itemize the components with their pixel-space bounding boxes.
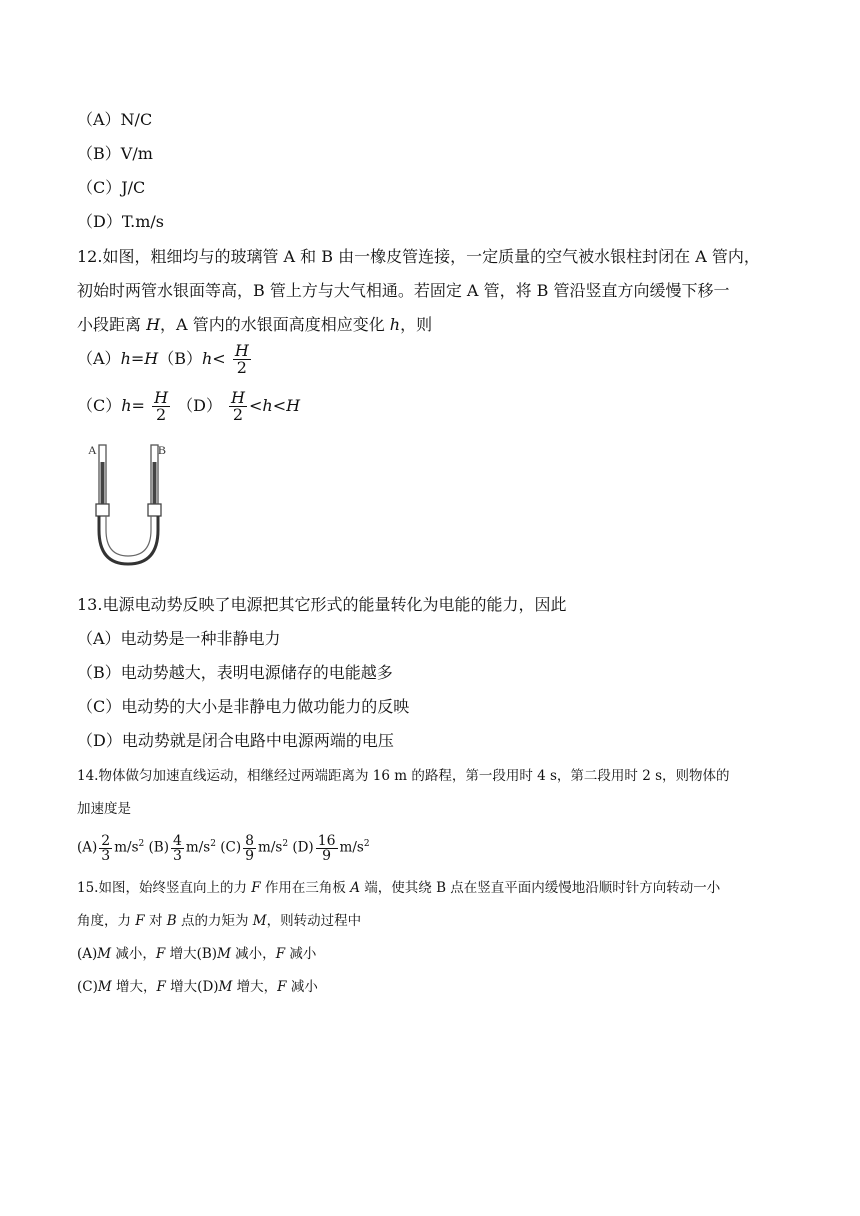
q13-option-a: （A）电动势是一种非静电力 [77,629,281,648]
q13-stem: 13.电源电动势反映了电源把其它形式的能量转化为电能的能力，因此 [77,595,567,614]
q13-option-b: （B）电动势越大，表明电源储存的电能越多 [77,663,393,682]
q15-stem-line1: 15.如图，始终竖直向上的力 F 作用在三角板 A 端，使其绕 B 点在竖直平面内缓慢地沿顺时针方向转动一小 [77,880,721,896]
q12-stem-line1: 12.如图，粗细均与的玻璃管 A 和 B 由一橡皮管连接，一定质量的空气被水银柱封闭在 A 管内， [77,247,760,266]
q15-stem-line2: 角度，力 F 对 B 点的力矩为 M，则转动过程中 [77,913,362,929]
q15-options-ab: (A)M 减小，F 增大(B)M 减小，F 减小 [77,946,317,962]
fraction-h-over-2: $\frac{H}{2}$ [234,341,249,377]
q13-option-d: （D）电动势就是闭合电路中电源两端的电压 [77,731,394,750]
u-tube-figure [86,440,186,575]
q14-stem-line1: 14.物体做匀加速直线运动，相继经过两端距离为 16 m 的路程，第一段用时 4 s，第二段用时 2 s，则物体的 [77,768,730,784]
q12-stem-line2: 初始时两管水银面等高，B 管上方与大气相通。若固定 A 管，将 B 管沿竖直方向缓慢下移一 [77,281,730,300]
q12-stem-line3: 小段距离 H，A 管内的水银面高度相应变化 h，则 [77,315,433,334]
q14-options: (A) $\frac{2}{3}$ $m/s^2$ (B) $\frac{4}{3}$ $m/s^2$ (C) $\frac{8}{9}$ $m/s^2$ (D) $\frac{16}{9}$ $m/s^2$ [77,832,370,864]
q14-stem-line2: 加速度是 [77,801,131,817]
figure-label-a: A [88,443,97,457]
q11-option-b: （B）V/m [77,144,153,163]
q11-option-a: （A）N/C [77,110,153,129]
fraction-h-over-2: $\frac{H}{2}$ [231,388,245,424]
q13-option-c: （C）电动势的大小是非静电力做功能力的反映 [77,697,410,716]
q12-options-ab: （A）h=H（B）h< $\frac{H}{2}$ [77,341,249,377]
figure-label-b: B [158,443,167,457]
q12-options-cd: （C）h= $\frac{H}{2}$ （D） $\frac{H}{2}$ <h<H [77,388,301,424]
q11-option-c: （C）J/C [77,178,146,197]
q11-option-d: （D）T.m/s [77,212,165,231]
fraction-h-over-2: $\frac{H}{2}$ [154,388,169,424]
q15-options-cd: (C)M 增大，F 增大(D)M 增大，F 减小 [77,979,318,995]
